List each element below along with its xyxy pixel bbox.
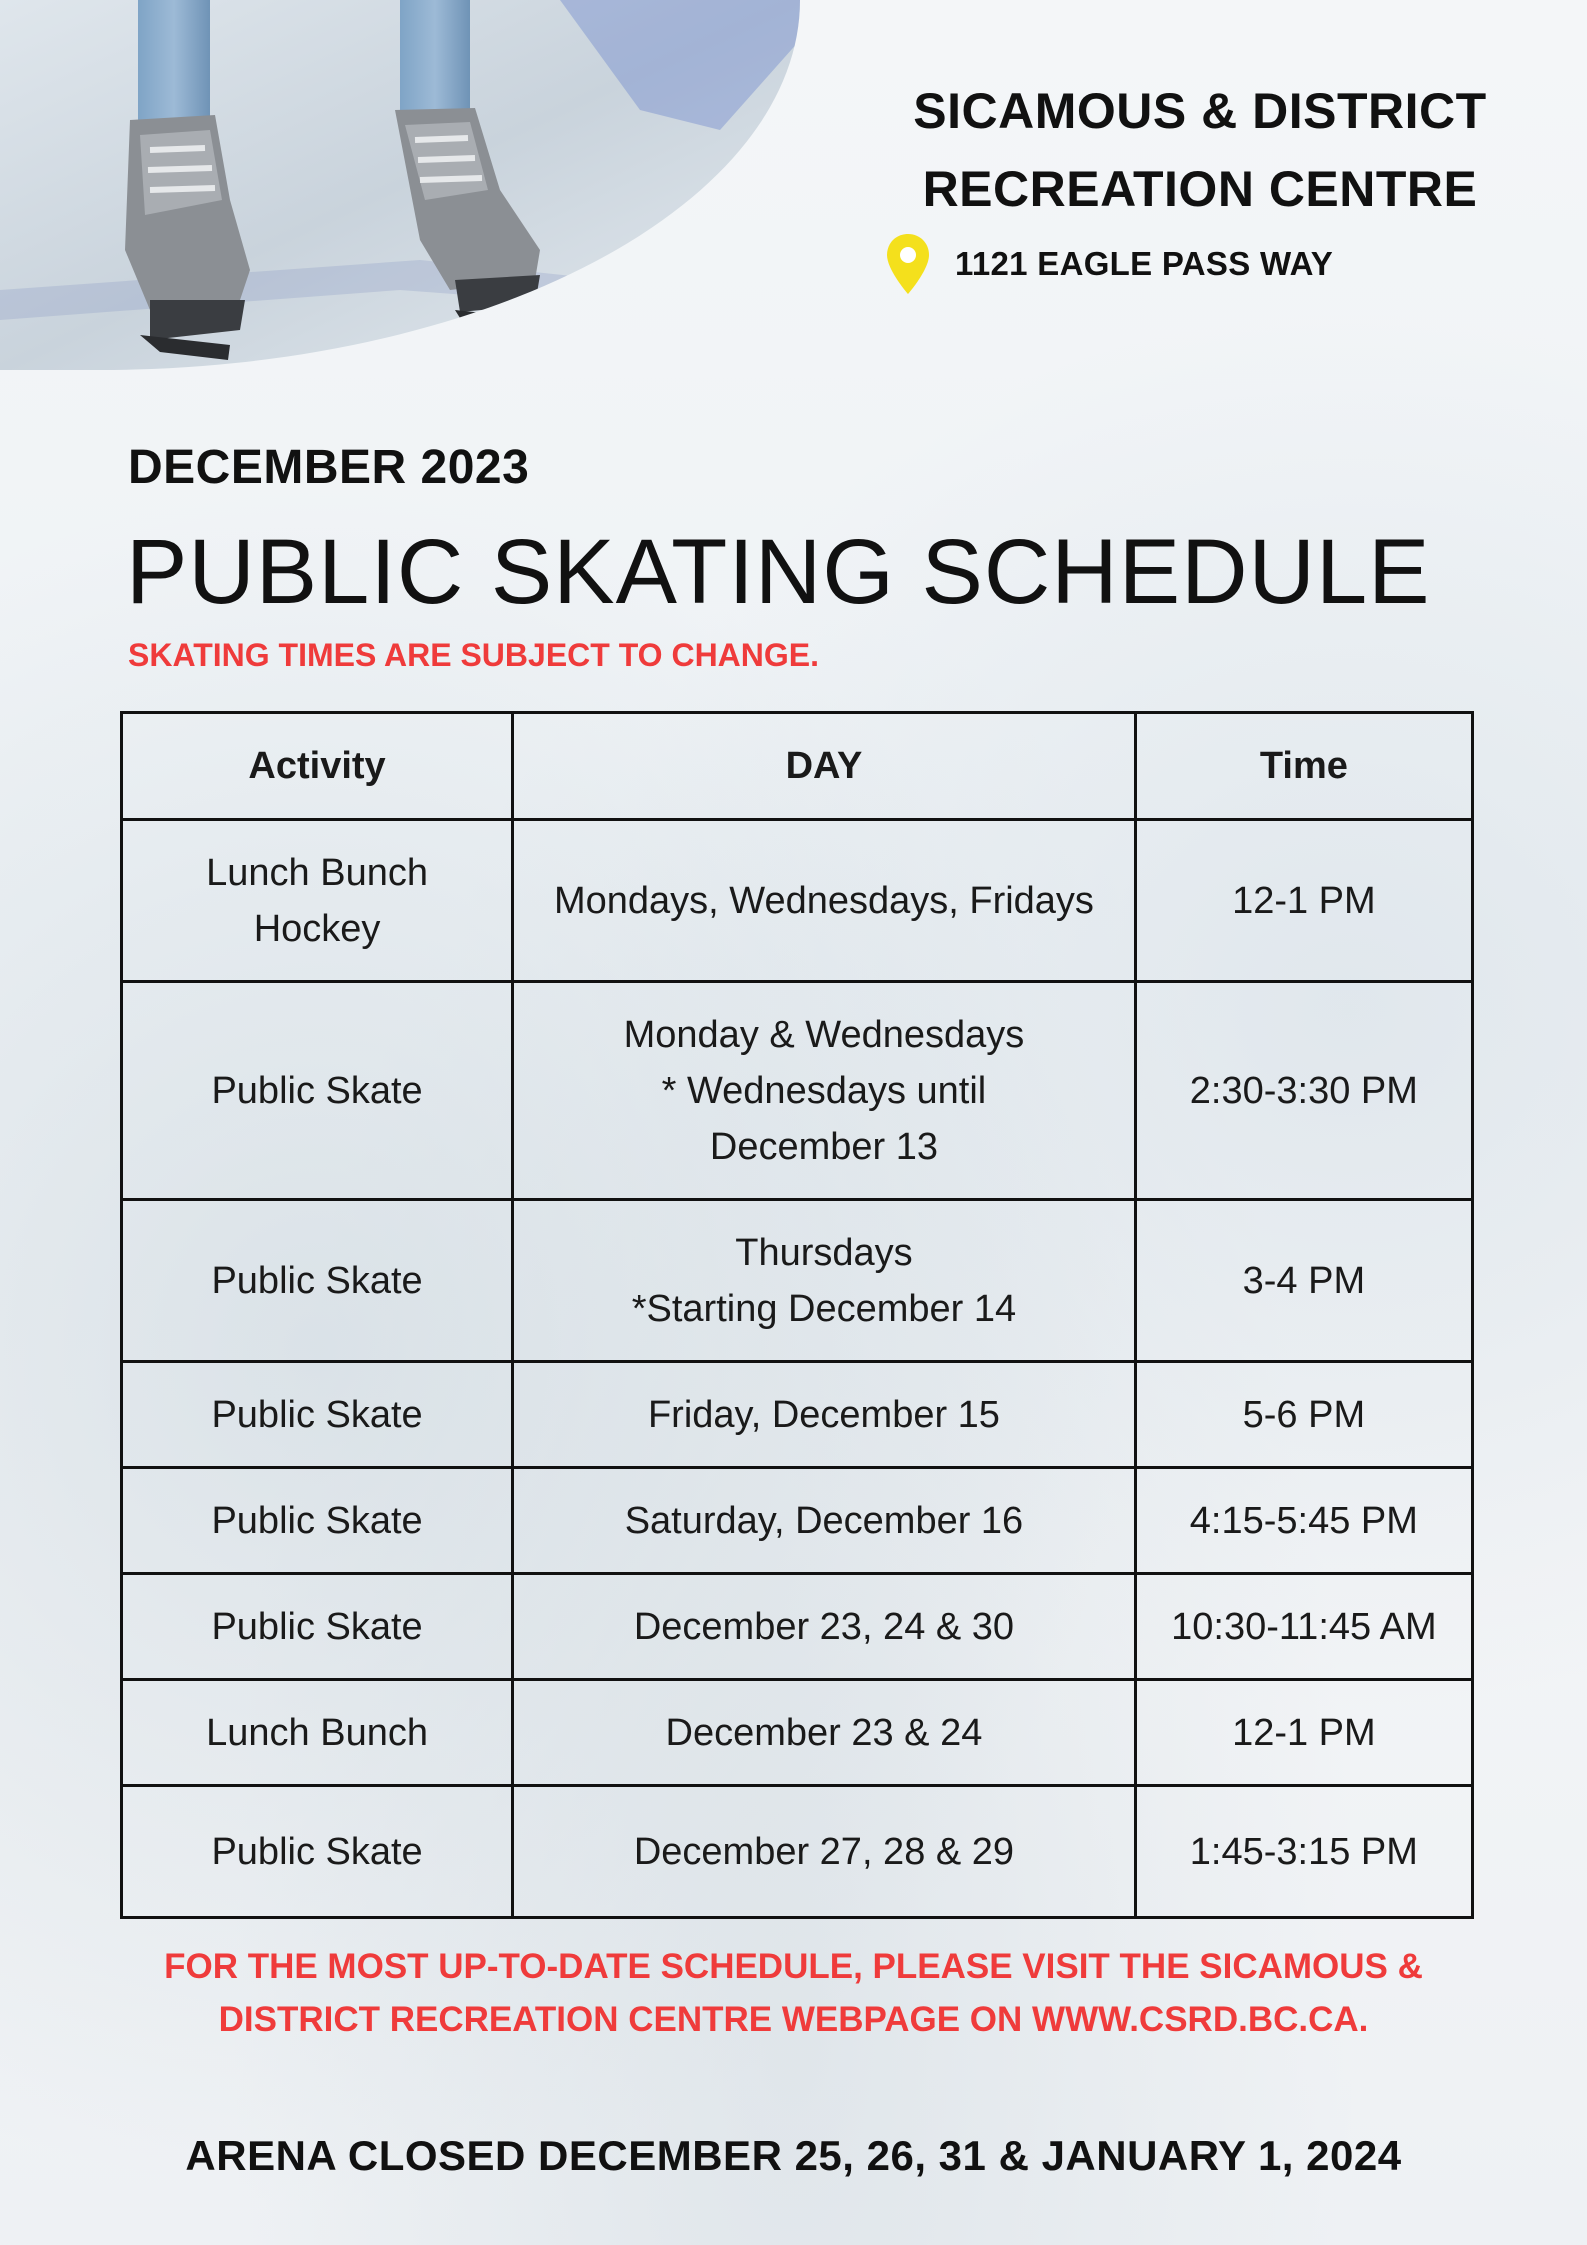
day-cell [513, 1200, 1136, 1362]
activity-text: Lunch Bunch [206, 1711, 428, 1754]
activity-cell [122, 1468, 513, 1574]
activity-text: Public Skate [211, 1605, 423, 1648]
activity-text: Public Skate [211, 1393, 423, 1436]
venue-name-line1: SICAMOUS & DISTRICT [913, 83, 1487, 139]
day-cell [513, 1362, 1136, 1468]
table-row [122, 1200, 1473, 1362]
day-cell [513, 820, 1136, 982]
time-cell: 2:30-3:30 PM [1135, 982, 1472, 1200]
venue-name-line2: RECREATION CENTRE [922, 161, 1478, 217]
activity-cell [122, 1680, 513, 1786]
day-cell [513, 1574, 1136, 1680]
day-text: *Starting December 14 [631, 1287, 1017, 1330]
table-row [122, 820, 1473, 982]
day-text: Saturday, December 16 [624, 1499, 1024, 1542]
change-notice: SKATING TIMES ARE SUBJECT TO CHANGE. [128, 637, 820, 673]
closure-notice: ARENA CLOSED DECEMBER 25, 26, 31 & JANUARY 1, 2024 [185, 2132, 1402, 2179]
address-text: 1121 EAGLE PASS WAY [955, 245, 1334, 282]
day-text: December 23 & 24 [665, 1711, 983, 1754]
day-cell [513, 1680, 1136, 1786]
activity-cell [122, 1786, 513, 1918]
day-text: Thursdays [735, 1231, 913, 1274]
day-text: December 13 [709, 1125, 938, 1168]
activity-text: Public Skate [211, 1830, 423, 1873]
activity-cell [122, 1362, 513, 1468]
time-cell: 3-4 PM [1135, 1200, 1472, 1362]
activity-text: Public Skate [211, 1259, 423, 1302]
schedule-month: DECEMBER 2023 [128, 441, 530, 494]
address [885, 232, 1333, 296]
day-text: Mondays, Wednesdays, Fridays [553, 879, 1094, 922]
website-notice-line2: DISTRICT RECREATION CENTRE WEBPAGE ON WWW.CSRD.BC.CA. [218, 2000, 1369, 2039]
activity-text: Public Skate [211, 1499, 423, 1542]
header-day: DAY [513, 713, 1136, 820]
table-row [122, 1574, 1473, 1680]
activity-text: Public Skate [211, 1069, 423, 1112]
activity-cell [122, 1200, 513, 1362]
website-notice [80, 1940, 1507, 2046]
table-row [122, 1680, 1473, 1786]
table-row [122, 1468, 1473, 1574]
skates-photo [0, 0, 800, 370]
schedule-table [120, 711, 1474, 1919]
day-text: December 23, 24 & 30 [633, 1605, 1015, 1648]
time-cell: 12-1 PM [1135, 1680, 1472, 1786]
website-notice-line1: FOR THE MOST UP-TO-DATE SCHEDULE, PLEASE VISIT THE SICAMOUS & [164, 1947, 1423, 1986]
page-title: PUBLIC SKATING SCHEDULE [126, 521, 1431, 623]
activity-text: Hockey [253, 907, 381, 950]
location-pin-icon [885, 232, 931, 296]
day-text: Monday & Wednesdays [623, 1013, 1025, 1056]
header-time: Time [1135, 713, 1472, 820]
time-cell: 1:45-3:15 PM [1135, 1786, 1472, 1918]
header-activity: Activity [122, 713, 513, 820]
venue-name [860, 72, 1540, 228]
table-row [122, 1786, 1473, 1918]
day-cell [513, 982, 1136, 1200]
time-cell: 12-1 PM [1135, 820, 1472, 982]
activity-cell [122, 982, 513, 1200]
day-text: December 27, 28 & 29 [633, 1830, 1015, 1873]
activity-cell [122, 1574, 513, 1680]
table-row [122, 1362, 1473, 1468]
time-cell: 5-6 PM [1135, 1362, 1472, 1468]
time-cell: 10:30-11:45 AM [1135, 1574, 1472, 1680]
activity-text: Lunch Bunch [206, 851, 428, 894]
day-cell [513, 1468, 1136, 1574]
day-cell [513, 1786, 1136, 1918]
day-text: * Wednesdays until [661, 1069, 987, 1112]
day-text: Friday, December 15 [647, 1393, 1000, 1436]
time-cell: 4:15-5:45 PM [1135, 1468, 1472, 1574]
activity-cell [122, 820, 513, 982]
table-row [122, 982, 1473, 1200]
table-header-row [122, 713, 1473, 820]
